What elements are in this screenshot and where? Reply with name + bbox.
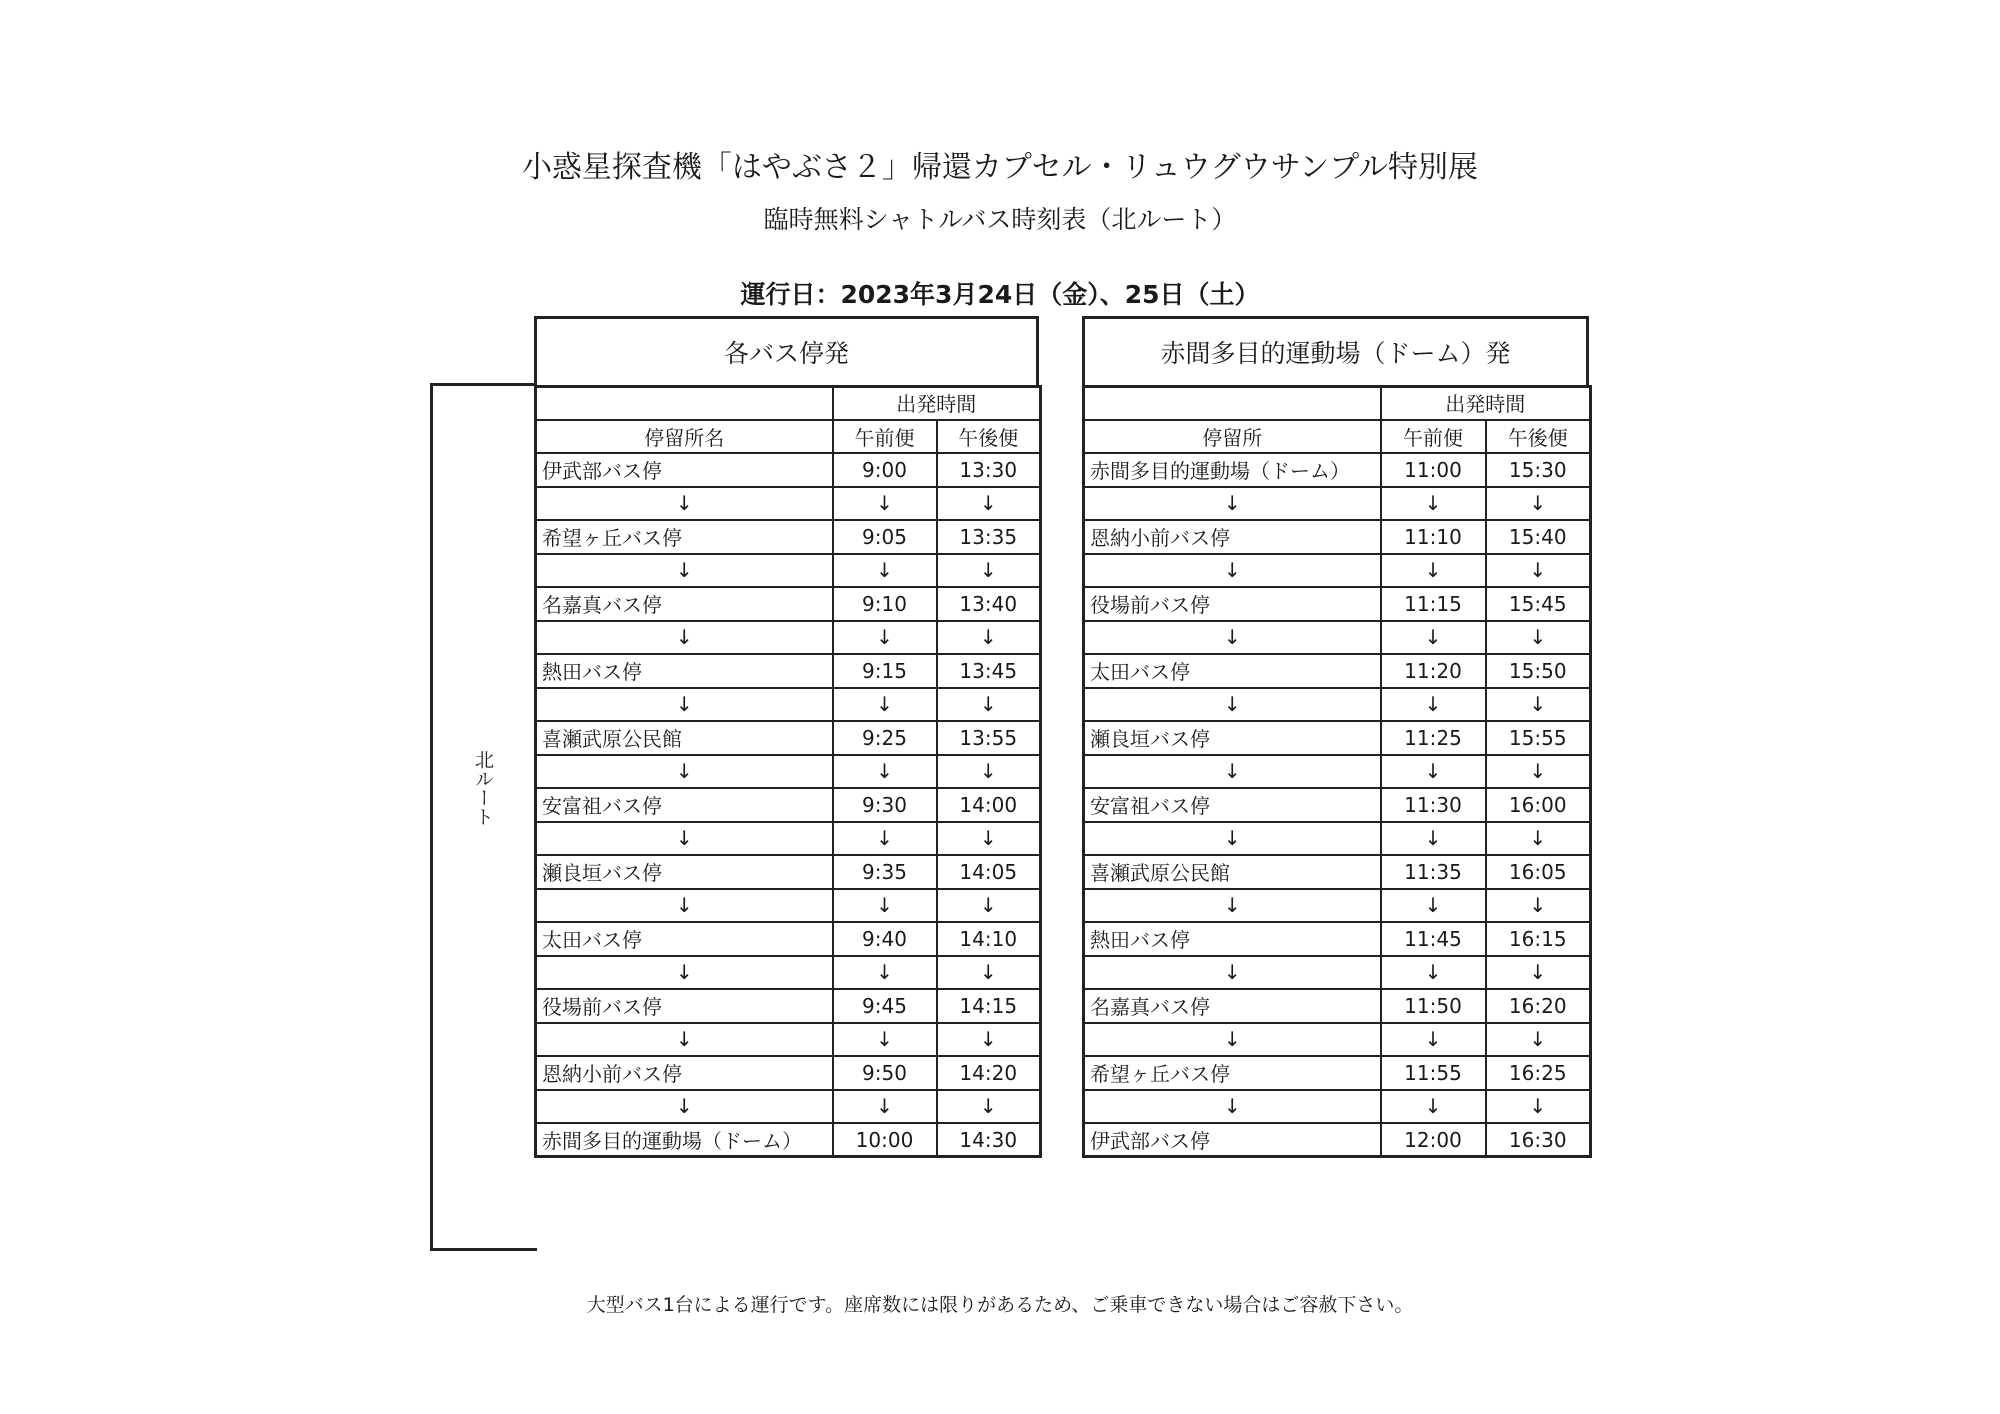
pm-time: 15:40 — [1486, 520, 1591, 554]
table-row — [1084, 922, 1591, 956]
down-arrow-icon: ↓ — [1381, 1090, 1486, 1124]
stop-column-header: 停留所 — [1084, 420, 1381, 454]
down-arrow-icon: ↓ — [1486, 956, 1591, 990]
arrow-row — [1084, 822, 1591, 856]
am-time: 9:25 — [833, 721, 937, 755]
table-row — [1084, 855, 1591, 889]
blank-header-cell — [536, 386, 833, 420]
down-arrow-icon: ↓ — [1084, 755, 1381, 789]
pm-time: 14:15 — [937, 989, 1041, 1023]
down-arrow-icon: ↓ — [1381, 621, 1486, 655]
stop-name: 役場前バス停 — [536, 989, 833, 1023]
arrow-row — [1084, 487, 1591, 521]
down-arrow-icon: ↓ — [536, 621, 833, 655]
stop-name: 伊武部バス停 — [536, 453, 833, 487]
table-row — [1084, 989, 1591, 1023]
down-arrow-icon: ↓ — [1084, 554, 1381, 588]
table-row — [1084, 654, 1591, 688]
am-time: 11:55 — [1381, 1056, 1486, 1090]
down-arrow-icon: ↓ — [1084, 1090, 1381, 1124]
arrow-row — [536, 956, 1041, 990]
stop-name: 太田バス停 — [536, 922, 833, 956]
stop-name: 太田バス停 — [1084, 654, 1381, 688]
arrow-row — [536, 889, 1041, 923]
pm-time: 13:35 — [937, 520, 1041, 554]
pm-time: 14:10 — [937, 922, 1041, 956]
down-arrow-icon: ↓ — [833, 822, 937, 856]
arrow-row — [1084, 889, 1591, 923]
footer-note: 大型バス1台による運行です。座席数には限りがあるため、ご乗車できない場合はご容赦下さい。 — [586, 1294, 1414, 1316]
down-arrow-icon: ↓ — [833, 554, 937, 588]
operation-days: 運行日：2023年3月24日（金）、25日（土） — [740, 280, 1260, 309]
stop-name: 喜瀬武原公民館 — [536, 721, 833, 755]
am-time: 9:15 — [833, 654, 937, 688]
table-row — [536, 721, 1041, 755]
arrow-row — [1084, 1023, 1591, 1057]
pm-time: 15:50 — [1486, 654, 1591, 688]
arrow-row — [1084, 956, 1591, 990]
down-arrow-icon: ↓ — [536, 688, 833, 722]
arrow-row — [1084, 755, 1591, 789]
stop-name: 赤間多目的運動場（ドーム） — [536, 1123, 833, 1157]
am-time: 11:45 — [1381, 922, 1486, 956]
pm-time: 13:55 — [937, 721, 1041, 755]
stop-name: 瀬良垣バス停 — [536, 855, 833, 889]
stop-name: 赤間多目的運動場（ドーム） — [1084, 453, 1381, 487]
pm-column-header: 午後便 — [1486, 420, 1591, 454]
down-arrow-icon: ↓ — [1486, 1090, 1591, 1124]
stop-name: 喜瀬武原公民館 — [1084, 855, 1381, 889]
left-table-header: 各バス停発 — [534, 316, 1039, 388]
down-arrow-icon: ↓ — [536, 1023, 833, 1057]
down-arrow-icon: ↓ — [833, 755, 937, 789]
down-arrow-icon: ↓ — [1486, 889, 1591, 923]
am-time: 9:45 — [833, 989, 937, 1023]
down-arrow-icon: ↓ — [536, 755, 833, 789]
down-arrow-icon: ↓ — [833, 487, 937, 521]
down-arrow-icon: ↓ — [937, 554, 1041, 588]
arrow-row — [1084, 688, 1591, 722]
table-row — [1084, 1056, 1591, 1090]
right-table-header: 赤間多目的運動場（ドーム）発 — [1082, 316, 1589, 388]
table-row — [536, 654, 1041, 688]
arrow-row — [536, 1023, 1041, 1057]
table-row — [536, 453, 1041, 487]
down-arrow-icon: ↓ — [1084, 956, 1381, 990]
table-row — [1084, 587, 1591, 621]
down-arrow-icon: ↓ — [536, 487, 833, 521]
table-row — [536, 989, 1041, 1023]
arrow-row — [536, 554, 1041, 588]
down-arrow-icon: ↓ — [1084, 621, 1381, 655]
down-arrow-icon: ↓ — [1084, 1023, 1381, 1057]
down-arrow-icon: ↓ — [937, 1090, 1041, 1124]
down-arrow-icon: ↓ — [1381, 554, 1486, 588]
am-time: 9:30 — [833, 788, 937, 822]
down-arrow-icon: ↓ — [536, 889, 833, 923]
arrow-row — [536, 621, 1041, 655]
left-timetable — [534, 385, 1042, 1158]
down-arrow-icon: ↓ — [833, 1023, 937, 1057]
down-arrow-icon: ↓ — [1084, 822, 1381, 856]
departure-time-header: 出発時間 — [1381, 386, 1591, 420]
blank-header-cell — [1084, 386, 1381, 420]
stop-name: 安富祖バス停 — [1084, 788, 1381, 822]
stop-name: 熱田バス停 — [1084, 922, 1381, 956]
table-row — [1084, 1123, 1591, 1157]
stop-column-header: 停留所名 — [536, 420, 833, 454]
pm-time: 15:45 — [1486, 587, 1591, 621]
pm-time: 14:30 — [937, 1123, 1041, 1157]
down-arrow-icon: ↓ — [1486, 822, 1591, 856]
down-arrow-icon: ↓ — [1381, 487, 1486, 521]
am-column-header: 午前便 — [833, 420, 937, 454]
am-time: 9:40 — [833, 922, 937, 956]
down-arrow-icon: ↓ — [937, 1023, 1041, 1057]
down-arrow-icon: ↓ — [1486, 688, 1591, 722]
down-arrow-icon: ↓ — [536, 1090, 833, 1124]
table-header-row — [1084, 386, 1591, 420]
route-label: 北ルート — [472, 750, 494, 826]
down-arrow-icon: ↓ — [833, 621, 937, 655]
table-row — [536, 788, 1041, 822]
stop-name: 希望ヶ丘バス停 — [1084, 1056, 1381, 1090]
down-arrow-icon: ↓ — [536, 822, 833, 856]
stop-name: 希望ヶ丘バス停 — [536, 520, 833, 554]
stop-name: 恩納小前バス停 — [536, 1056, 833, 1090]
down-arrow-icon: ↓ — [1381, 956, 1486, 990]
arrow-row — [536, 487, 1041, 521]
down-arrow-icon: ↓ — [833, 889, 937, 923]
down-arrow-icon: ↓ — [937, 956, 1041, 990]
pm-time: 16:00 — [1486, 788, 1591, 822]
stop-name: 熱田バス停 — [536, 654, 833, 688]
down-arrow-icon: ↓ — [937, 621, 1041, 655]
stop-name: 安富祖バス停 — [536, 788, 833, 822]
down-arrow-icon: ↓ — [536, 956, 833, 990]
am-time: 9:35 — [833, 855, 937, 889]
am-time: 9:00 — [833, 453, 937, 487]
right-timetable — [1082, 385, 1592, 1158]
pm-time: 13:40 — [937, 587, 1041, 621]
arrow-row — [1084, 554, 1591, 588]
down-arrow-icon: ↓ — [937, 889, 1041, 923]
stop-name: 瀬良垣バス停 — [1084, 721, 1381, 755]
pm-time: 16:20 — [1486, 989, 1591, 1023]
down-arrow-icon: ↓ — [833, 688, 937, 722]
pm-time: 13:30 — [937, 453, 1041, 487]
down-arrow-icon: ↓ — [1486, 487, 1591, 521]
down-arrow-icon: ↓ — [937, 487, 1041, 521]
down-arrow-icon: ↓ — [1381, 1023, 1486, 1057]
down-arrow-icon: ↓ — [1486, 554, 1591, 588]
table-row — [1084, 520, 1591, 554]
table-row — [536, 520, 1041, 554]
pm-time: 14:00 — [937, 788, 1041, 822]
table-row — [536, 855, 1041, 889]
down-arrow-icon: ↓ — [937, 755, 1041, 789]
down-arrow-icon: ↓ — [1084, 889, 1381, 923]
table-row — [1084, 788, 1591, 822]
pm-time: 16:30 — [1486, 1123, 1591, 1157]
down-arrow-icon: ↓ — [1381, 688, 1486, 722]
down-arrow-icon: ↓ — [1486, 1023, 1591, 1057]
am-time: 11:15 — [1381, 587, 1486, 621]
am-time: 11:20 — [1381, 654, 1486, 688]
pm-column-header: 午後便 — [937, 420, 1041, 454]
arrow-row — [536, 822, 1041, 856]
pm-time: 16:05 — [1486, 855, 1591, 889]
table-row — [536, 922, 1041, 956]
table-row — [536, 587, 1041, 621]
table-header-row — [1084, 420, 1591, 454]
down-arrow-icon: ↓ — [1381, 822, 1486, 856]
am-time: 9:05 — [833, 520, 937, 554]
stop-name: 名嘉真バス停 — [1084, 989, 1381, 1023]
arrow-row — [536, 755, 1041, 789]
down-arrow-icon: ↓ — [1381, 889, 1486, 923]
am-time: 11:25 — [1381, 721, 1486, 755]
arrow-row — [536, 1090, 1041, 1124]
am-time: 11:50 — [1381, 989, 1486, 1023]
table-row — [536, 1056, 1041, 1090]
pm-time: 16:15 — [1486, 922, 1591, 956]
am-time: 9:10 — [833, 587, 937, 621]
down-arrow-icon: ↓ — [536, 554, 833, 588]
table-header-row — [536, 420, 1041, 454]
down-arrow-icon: ↓ — [1084, 688, 1381, 722]
table-header-row — [536, 386, 1041, 420]
pm-time: 14:20 — [937, 1056, 1041, 1090]
stop-name: 恩納小前バス停 — [1084, 520, 1381, 554]
arrow-row — [1084, 1090, 1591, 1124]
down-arrow-icon: ↓ — [1084, 487, 1381, 521]
stop-name: 名嘉真バス停 — [536, 587, 833, 621]
stop-name: 役場前バス停 — [1084, 587, 1381, 621]
pm-time: 14:05 — [937, 855, 1041, 889]
table-row — [536, 1123, 1041, 1157]
am-time: 11:10 — [1381, 520, 1486, 554]
am-time: 10:00 — [833, 1123, 937, 1157]
down-arrow-icon: ↓ — [1381, 755, 1486, 789]
table-row — [1084, 453, 1591, 487]
down-arrow-icon: ↓ — [833, 956, 937, 990]
am-time: 11:00 — [1381, 453, 1486, 487]
down-arrow-icon: ↓ — [1486, 621, 1591, 655]
table-row — [1084, 721, 1591, 755]
am-time: 12:00 — [1381, 1123, 1486, 1157]
down-arrow-icon: ↓ — [937, 688, 1041, 722]
pm-time: 13:45 — [937, 654, 1041, 688]
down-arrow-icon: ↓ — [833, 1090, 937, 1124]
page-subtitle: 臨時無料シャトルバス時刻表（北ルート） — [763, 205, 1237, 234]
down-arrow-icon: ↓ — [1486, 755, 1591, 789]
am-time: 11:30 — [1381, 788, 1486, 822]
pm-time: 15:30 — [1486, 453, 1591, 487]
am-time: 11:35 — [1381, 855, 1486, 889]
am-time: 9:50 — [833, 1056, 937, 1090]
pm-time: 16:25 — [1486, 1056, 1591, 1090]
arrow-row — [536, 688, 1041, 722]
arrow-row — [1084, 621, 1591, 655]
stop-name: 伊武部バス停 — [1084, 1123, 1381, 1157]
pm-time: 15:55 — [1486, 721, 1591, 755]
departure-time-header: 出発時間 — [833, 386, 1041, 420]
down-arrow-icon: ↓ — [937, 822, 1041, 856]
page-title: 小惑星探査機「はやぶさ２」帰還カプセル・リュウグウサンプル特別展 — [521, 150, 1479, 185]
am-column-header: 午前便 — [1381, 420, 1486, 454]
